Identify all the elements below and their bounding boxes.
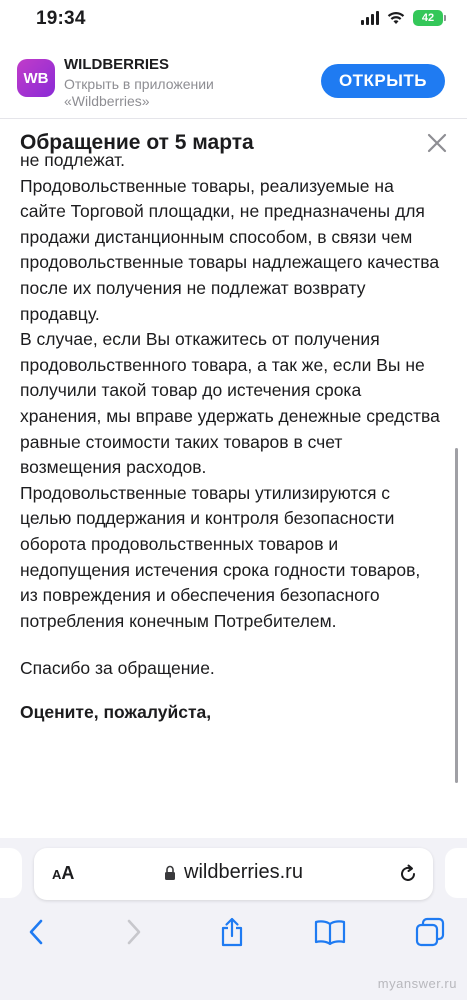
app-title: WILDBERRIES xyxy=(64,56,169,73)
app-subtitle: Открыть в приложении xyxy=(64,76,214,92)
battery-level: 42 xyxy=(421,12,435,24)
forward-button[interactable] xyxy=(118,916,150,948)
rate-prompt: Оцените, пожалуйста, xyxy=(20,701,212,722)
smart-app-banner xyxy=(0,44,467,114)
thanks-text: Спасибо за обращение. xyxy=(20,658,215,679)
browser-toolbar xyxy=(0,916,467,956)
aa-small: A xyxy=(52,867,62,882)
battery-icon xyxy=(413,10,443,26)
next-tab-peek[interactable] xyxy=(445,848,467,898)
status-icons xyxy=(361,10,443,26)
book-icon xyxy=(314,919,346,945)
watermark: myanswer.ru xyxy=(377,976,457,991)
divider xyxy=(0,118,467,119)
modal-title: Обращение от 5 марта xyxy=(20,131,254,154)
wildberries-logo-icon: WB xyxy=(17,59,55,97)
share-button[interactable] xyxy=(216,916,248,948)
status-bar xyxy=(0,0,467,38)
aa-big: A xyxy=(61,863,75,883)
app-name: «Wildberries» xyxy=(64,93,150,109)
address-bar[interactable] xyxy=(34,848,433,900)
chevron-right-icon xyxy=(126,919,142,945)
open-app-button[interactable]: ОТКРЫТЬ xyxy=(321,64,445,98)
chevron-left-icon xyxy=(28,919,44,945)
scrollbar[interactable] xyxy=(455,448,458,783)
share-icon xyxy=(219,917,245,947)
url-display[interactable] xyxy=(34,861,433,884)
previous-tab-peek[interactable] xyxy=(0,848,22,898)
message-body[interactable] xyxy=(20,150,440,840)
message-paragraph: не подлежат. xyxy=(20,150,126,170)
back-button[interactable] xyxy=(20,916,52,948)
message-paragraph: Продовольственные товары, реализуемые на сайте Торговой площадки, не предназначены для продажи дистанционным способом, в связи чем продовольственные товары надлежащего качества после их получения не подлежат возврату продавцу. xyxy=(20,175,440,324)
tabs-icon xyxy=(415,917,445,947)
message-text xyxy=(20,148,440,634)
reload-icon[interactable] xyxy=(397,863,419,885)
status-time: 19:34 xyxy=(36,8,86,29)
wifi-icon xyxy=(387,11,405,25)
lock-icon xyxy=(164,865,176,881)
message-paragraph: В случае, если Вы откажитесь от получения продовольственного товара, а так же, если Вы не получили такой товар до истечения срока хранения, мы вправе удержать денежные средства равные стоимости таких товаров в счет возмещения расходов. xyxy=(20,329,440,478)
url-text: wildberries.ru xyxy=(184,861,303,883)
message-paragraph: Продовольственные товары утилизируются с целью поддержания и контроля безопасности оборота продовольственных товаров и недопущения истечения срока годности товаров, из повреждения и обеспечения безопасного потребления конечным Потребителем. xyxy=(20,482,421,631)
bookmarks-button[interactable] xyxy=(314,916,346,948)
tabs-button[interactable] xyxy=(414,916,446,948)
signal-icon xyxy=(361,11,379,25)
